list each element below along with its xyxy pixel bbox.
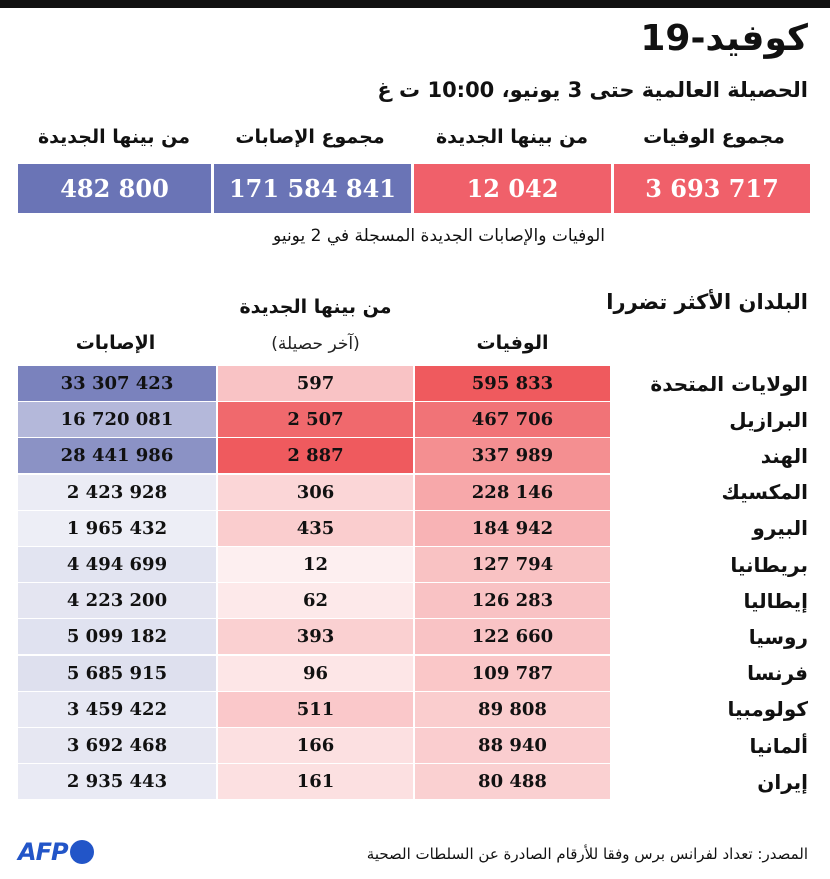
cases-cell: 2 935 443 (18, 764, 216, 799)
deaths-cell: 467 706 (415, 402, 610, 437)
cases-cell: 4 494 699 (18, 547, 216, 582)
cases-cell: 28 441 986 (18, 438, 216, 473)
country-name: بريطانيا (730, 552, 808, 577)
summary-deaths-new: 12 042 (414, 164, 611, 213)
deaths-cell: 80 488 (415, 764, 610, 799)
country-name: كولومبيا (727, 697, 808, 722)
summary-deaths-new-label: من بينها الجديدة (435, 126, 589, 148)
country-name: إيطاليا (743, 588, 808, 613)
col-new-subheader: (آخر حصيلة) (271, 334, 360, 354)
new-deaths-cell: 161 (218, 764, 413, 799)
deaths-cell: 228 146 (415, 475, 610, 510)
col-cases-header: الإصابات (75, 332, 156, 354)
deaths-cell: 126 283 (415, 583, 610, 618)
cases-cell: 2 423 928 (18, 475, 216, 510)
page-subtitle: الحصيلة العالمية حتى 3 يونيو، 10:00 ت غ (377, 78, 808, 102)
cases-cell: 16 720 081 (18, 402, 216, 437)
summary-cases-total-label: مجموع الإصابات (235, 126, 385, 148)
new-deaths-cell: 393 (218, 619, 413, 654)
country-name: الهند (760, 443, 808, 468)
cases-cell: 5 685 915 (18, 656, 216, 691)
new-deaths-cell: 306 (218, 475, 413, 510)
country-name: المكسيك (721, 480, 808, 505)
table-title: البلدان الأكثر تضررا (606, 290, 808, 314)
country-name: البرازيل (729, 407, 808, 432)
afp-logo (18, 838, 94, 866)
cases-cell: 3 459 422 (18, 692, 216, 727)
summary-deaths-total: 3 693 717 (614, 164, 810, 213)
summary-deaths-total-label: مجموع الوفيات (643, 126, 785, 148)
col-deaths-header: الوفيات (476, 332, 549, 354)
country-name: إيران (757, 769, 808, 794)
cases-cell: 4 223 200 (18, 583, 216, 618)
new-deaths-cell: 511 (218, 692, 413, 727)
top-bar (0, 0, 830, 8)
deaths-cell: 337 989 (415, 438, 610, 473)
page-title: كوفيد-19 (640, 18, 808, 59)
afp-logo-dot-icon (70, 840, 94, 864)
cases-cell: 5 099 182 (18, 619, 216, 654)
country-name: فرنسا (747, 661, 808, 686)
new-deaths-cell: 2 507 (218, 402, 413, 437)
summary-cases-new: 482 800 (18, 164, 211, 213)
deaths-cell: 109 787 (415, 656, 610, 691)
deaths-cell: 184 942 (415, 511, 610, 546)
new-deaths-cell: 62 (218, 583, 413, 618)
deaths-cell: 595 833 (415, 366, 610, 401)
cases-cell: 3 692 468 (18, 728, 216, 763)
cases-cell: 33 307 423 (18, 366, 216, 401)
new-deaths-cell: 96 (218, 656, 413, 691)
new-deaths-cell: 2 887 (218, 438, 413, 473)
source-note: المصدر: تعداد لفرانس برس وفقا للأرقام الصادرة عن السلطات الصحية (366, 845, 808, 863)
deaths-cell: 122 660 (415, 619, 610, 654)
cases-cell: 1 965 432 (18, 511, 216, 546)
new-deaths-cell: 12 (218, 547, 413, 582)
deaths-cell: 89 808 (415, 692, 610, 727)
deaths-cell: 127 794 (415, 547, 610, 582)
new-deaths-cell: 597 (218, 366, 413, 401)
country-name: روسيا (748, 624, 808, 649)
new-deaths-cell: 435 (218, 511, 413, 546)
summary-cases-total: 171 584 841 (214, 164, 411, 213)
new-deaths-cell: 166 (218, 728, 413, 763)
country-name: الولايات المتحدة (650, 371, 808, 396)
country-name: البيرو (752, 516, 808, 541)
summary-cases-new-label: من بينها الجديدة (37, 126, 191, 148)
summary-note: الوفيات والإصابات الجديدة المسجلة في 2 يونيو (273, 226, 605, 246)
col-new-header: من بينها الجديدة (239, 296, 392, 318)
afp-logo-text: AFP (18, 838, 68, 866)
country-name: ألمانيا (749, 733, 808, 758)
deaths-cell: 88 940 (415, 728, 610, 763)
